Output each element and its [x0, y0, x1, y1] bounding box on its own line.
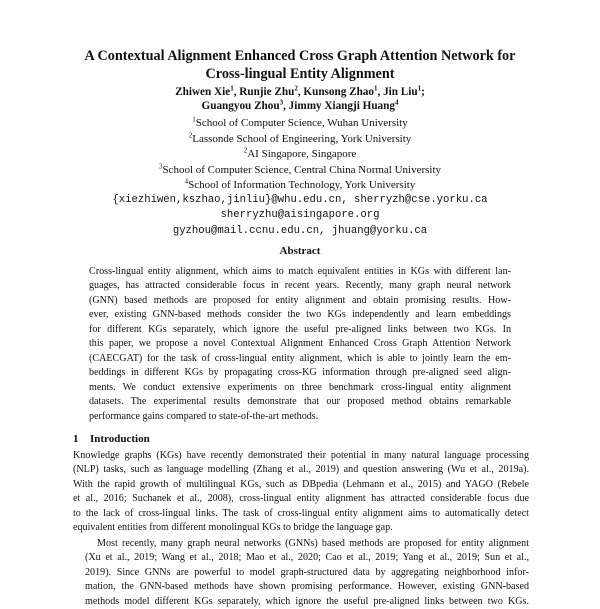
affiliation-line [40, 147, 560, 163]
text-line: et al., 2016; Suchanek et al., 2008), cross-lingual entity alignment has attracted considerable focus due [73, 493, 529, 505]
affiliation-text: School of Information Technology, York University [188, 179, 416, 192]
introduction-heading [73, 432, 150, 446]
author-name: Zhiwen Xie [175, 86, 231, 98]
affiliation-text: AI Singapore, Singapore [247, 148, 357, 161]
author-name: Runjie Zhu [239, 86, 295, 98]
text-line: mation, the GNN-based methods have shown promising performance. However, existing GNN-based [85, 581, 529, 593]
paragraph [73, 449, 529, 536]
affiliation-list [40, 116, 560, 194]
affiliation-marker: 3 [279, 98, 284, 107]
text-line: 2019). Since GNNs are powerful to model graph-structured data by aggregating neighborhood infor- [85, 566, 529, 578]
affiliation-marker: 2 [188, 130, 193, 139]
text-line: With the rapid growth of multilingual KGs, such as DBpedia (Lehmann et al., 2015) and YAGO (Rebele [73, 478, 529, 490]
abstract-line: ever, existing GNN-based methods consider the two KGs independently and learn embeddings [89, 309, 511, 321]
abstract-line: ments. We conduct extensive experiments on three benchmark cross-lingual entity alignment [89, 381, 511, 393]
abstract-line: this paper, we propose a novel Contextual Alignment Enhanced Cross Graph Attention Network [89, 338, 511, 350]
affiliation-marker: 2 [243, 146, 248, 155]
abstract-line: for different KGs separately, which ignore the useful pre-aligned links between two KGs. In [89, 323, 511, 335]
title-line: A Contextual Alignment Enhanced Cross Graph Attention Network for [84, 48, 516, 64]
abstract-line: datasets. The experimental results demonstrate that our proposed method obtains remarkable [89, 396, 511, 408]
affiliation-marker: 1 [192, 115, 196, 124]
email-line: sherryzhu@aisingapore.org [220, 209, 380, 222]
affiliation-marker: 2 [294, 84, 298, 93]
affiliation-line [40, 116, 560, 132]
author-name: Jin Liu [383, 86, 418, 98]
affiliation-marker: 1 [373, 84, 378, 93]
abstract-line: Cross-lingual entity alignment, which aims to match equivalent entities in KGs with different lan- [89, 266, 511, 277]
author-line: Guangyou Zhou$^3$, Jimmy Xiangji Huang$^4$ [201, 98, 399, 112]
abstract-line: (CAECGAT) for the task of cross-lingual entity alignment, which is able to jointly learn the em- [89, 352, 511, 364]
affiliation-line [40, 132, 560, 148]
text-line: equivalent entities from different monolingual KGs to bridge the language gap. [73, 522, 393, 534]
author-name: Guangyou Zhou [201, 100, 280, 112]
section-title: Introduction [90, 433, 150, 445]
affiliation-marker: 1 [230, 84, 234, 93]
abstract-line: performance gains compared to state-of-the-art methods. [89, 410, 319, 422]
paper-title [40, 48, 560, 83]
abstract-heading: Abstract [279, 245, 321, 257]
affiliation-marker: 4 [394, 98, 399, 107]
abstract-body [89, 265, 511, 424]
paragraph [73, 537, 529, 609]
abstract-line: beddings in different KGs by propagating cross-KG information through pre-aligned seed align- [89, 367, 511, 379]
author-name: Jimmy Xiangji Huang [288, 100, 395, 112]
email-list [40, 193, 560, 239]
affiliation-marker: 1 [417, 84, 422, 93]
author-line: Zhiwen Xie$^1$, Runjie Zhu$^2$, Kunsong Zhao$^1$, Jin Liu$^1$; [175, 84, 425, 98]
affiliation-marker: 3 [158, 162, 163, 171]
affiliation-text: School of Computer Science, Central China Normal University [162, 163, 442, 176]
text-line: Knowledge graphs (KGs) have recently demonstrated their potential in many natural language processing [73, 450, 529, 461]
affiliation-line [40, 163, 560, 179]
affiliation-text: School of Computer Science, Wuhan University [195, 117, 408, 129]
introduction-body [73, 449, 529, 609]
abstract-line: guages, has attracted considerable focus in recent years. Recently, many graph neural network [89, 280, 511, 292]
affiliation-marker: 4 [184, 177, 189, 186]
text-line: methods model different KGs separately, which ignore the useful pre-aligned links between two KGs. [85, 595, 529, 607]
text-line: (NLP) tasks, such as language modelling (Zhang et al., 2019) and question answering (Wu et al., 2019a). [73, 464, 529, 476]
email-line: {xiezhiwen,kszhao,jinliu}@whu.edu.cn, sherryzh@cse.yorku.ca [112, 194, 488, 206]
section-number: 1 [73, 433, 79, 445]
author-name: Kunsong Zhao [303, 86, 374, 98]
title-line: Cross-lingual Entity Alignment [205, 65, 395, 82]
abstract-line: (GNN) based methods are proposed for entity alignment and obtain promising results. How- [89, 294, 511, 306]
text-line: to the lack of cross-lingual links. The task of cross-lingual entity alignment aims to automatically detect [73, 507, 529, 519]
author-separator: ; [421, 86, 425, 98]
email-line: gyzhou@mail.ccnu.edu.cn, jhuang@yorku.ca [172, 224, 428, 237]
affiliation-line [40, 178, 560, 194]
text-line: (Xu et al., 2019; Wang et al., 2018; Mao et al., 2020; Cao et al., 2019; Yang et al., 2019; Sun et al., [85, 552, 529, 564]
text-line: Most recently, many graph neural networks (GNNs) based methods are proposed for entity alignment [97, 537, 529, 549]
author-list [60, 85, 540, 113]
affiliation-text: Lassonde School of Engineering, York University [192, 132, 412, 145]
